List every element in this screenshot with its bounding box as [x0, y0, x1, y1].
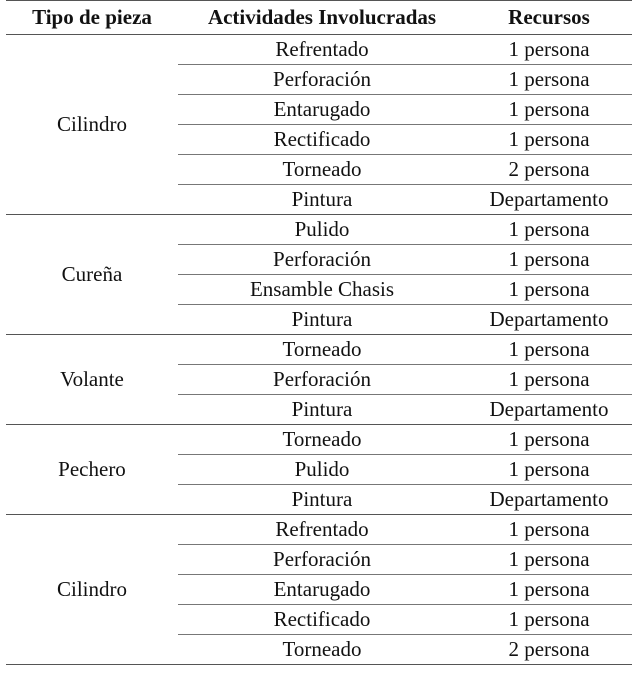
- table-body: [6, 35, 632, 665]
- resource-cell: 1 persona: [466, 125, 632, 155]
- activity-cell: Entarugado: [178, 95, 466, 125]
- activity-cell: Torneado: [178, 335, 466, 365]
- resource-cell: Departamento: [466, 185, 632, 215]
- activity-cell: Pulido: [178, 455, 466, 485]
- table-row: [6, 215, 632, 245]
- resource-cell: 2 persona: [466, 155, 632, 185]
- activity-cell: Perforación: [178, 245, 466, 275]
- header-activities: Actividades Involucradas: [178, 0, 466, 35]
- header-row: [6, 0, 632, 35]
- table-row: [6, 515, 632, 545]
- activity-cell: Perforación: [178, 545, 466, 575]
- activity-cell: Refrentado: [178, 35, 466, 65]
- activity-cell: Entarugado: [178, 575, 466, 605]
- piece-type-cell: Cilindro: [6, 35, 178, 215]
- activity-cell: Torneado: [178, 635, 466, 665]
- resource-cell: 1 persona: [466, 335, 632, 365]
- resource-cell: 1 persona: [466, 65, 632, 95]
- piece-type-cell: Cureña: [6, 215, 178, 335]
- activity-cell: Rectificado: [178, 125, 466, 155]
- piece-type-cell: Cilindro: [6, 515, 178, 665]
- resource-cell: 1 persona: [466, 275, 632, 305]
- activity-cell: Pintura: [178, 305, 466, 335]
- table-row: [6, 35, 632, 65]
- top-rule: [6, 0, 632, 1]
- table-row: [6, 335, 632, 365]
- activity-cell: Pintura: [178, 485, 466, 515]
- table-header: [6, 0, 632, 35]
- activity-cell: Torneado: [178, 155, 466, 185]
- activity-cell: Ensamble Chasis: [178, 275, 466, 305]
- resource-cell: 1 persona: [466, 605, 632, 635]
- activity-cell: Perforación: [178, 365, 466, 395]
- resource-cell: 1 persona: [466, 365, 632, 395]
- resource-cell: 1 persona: [466, 215, 632, 245]
- resource-cell: 1 persona: [466, 515, 632, 545]
- header-piece-type: Tipo de pieza: [6, 0, 178, 35]
- activities-table: [6, 0, 632, 665]
- header-resources: Recursos: [466, 0, 632, 35]
- activity-cell: Perforación: [178, 65, 466, 95]
- resource-cell: 1 persona: [466, 545, 632, 575]
- activity-cell: Pulido: [178, 215, 466, 245]
- resource-cell: Departamento: [466, 395, 632, 425]
- resource-cell: Departamento: [466, 485, 632, 515]
- piece-type-cell: Pechero: [6, 425, 178, 515]
- resource-cell: 1 persona: [466, 425, 632, 455]
- activities-table-container: [6, 0, 632, 665]
- activity-cell: Rectificado: [178, 605, 466, 635]
- resource-cell: Departamento: [466, 305, 632, 335]
- activity-cell: Pintura: [178, 395, 466, 425]
- resource-cell: 1 persona: [466, 575, 632, 605]
- resource-cell: 1 persona: [466, 245, 632, 275]
- piece-type-cell: Volante: [6, 335, 178, 425]
- resource-cell: 1 persona: [466, 95, 632, 125]
- activity-cell: Refrentado: [178, 515, 466, 545]
- activity-cell: Torneado: [178, 425, 466, 455]
- resource-cell: 1 persona: [466, 455, 632, 485]
- resource-cell: 1 persona: [466, 35, 632, 65]
- table-row: [6, 425, 632, 455]
- resource-cell: 2 persona: [466, 635, 632, 665]
- activity-cell: Pintura: [178, 185, 466, 215]
